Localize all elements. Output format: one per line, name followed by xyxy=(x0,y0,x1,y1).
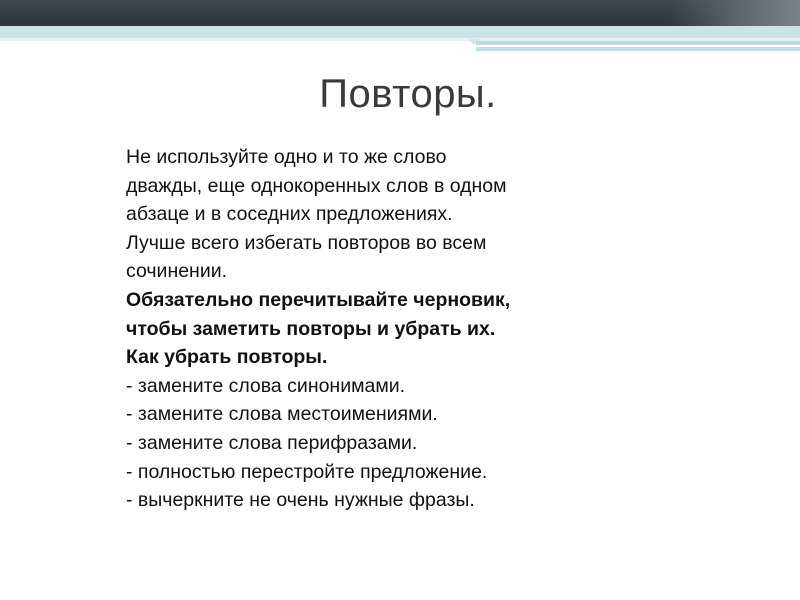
emphasis-line: чтобы заметить повторы и убрать их. xyxy=(126,317,496,340)
list-item: - замените слова синонимами. xyxy=(126,374,406,397)
header-accent-line-secondary xyxy=(476,47,800,51)
paragraph-line: абзаце и в соседних предложениях. xyxy=(126,203,453,226)
list-item: - вычеркните не очень нужные фразы. xyxy=(126,489,475,512)
paragraph-line: Лучше всего избегать повторов во всем xyxy=(126,231,487,254)
subheading: Как убрать повторы. xyxy=(126,346,328,369)
paragraph-line: Не используйте одно и то же слово xyxy=(126,146,447,168)
header-bar-light xyxy=(0,26,800,38)
slide-body xyxy=(126,143,726,515)
list-item: - замените слова местоимениями. xyxy=(126,403,438,426)
list-item: - замените слова перифразами. xyxy=(126,431,418,454)
slide-title: Повторы. xyxy=(319,72,497,116)
header-accent-line xyxy=(476,41,800,45)
paragraph-line: сочинении. xyxy=(126,260,228,283)
emphasis-line: Обязательно перечитывайте черновик, xyxy=(126,288,511,311)
header-bar-gradient xyxy=(670,0,800,26)
paragraph-line: дважды, еще однокоренных слов в одном xyxy=(126,174,507,197)
list-item: - полностью перестройте предложение. xyxy=(126,460,488,483)
